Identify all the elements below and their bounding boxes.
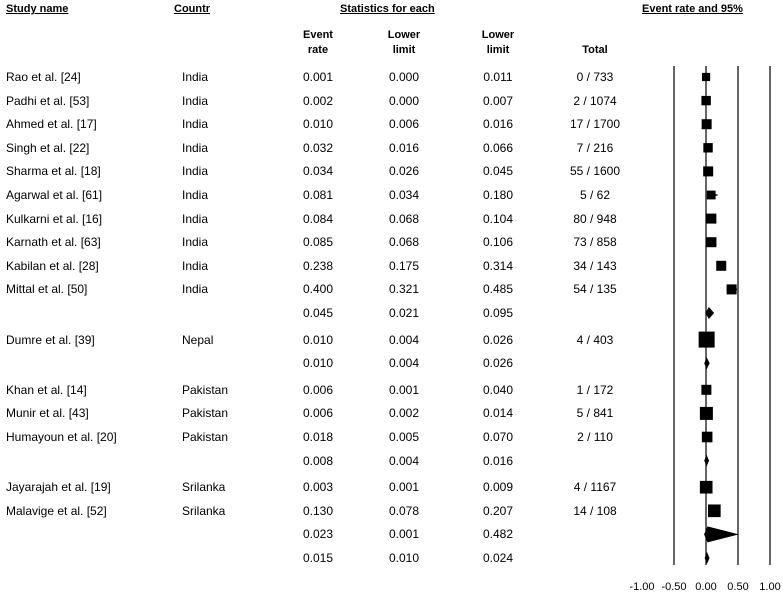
upper-limit-value: 0.016 [482, 117, 514, 132]
upper-limit-value: 0.106 [482, 235, 514, 250]
upper-limit-value: 0.007 [482, 93, 514, 108]
country: India [182, 188, 209, 202]
lower-limit-value: 0.021 [388, 306, 420, 320]
upper-limit-value: 0.482 [482, 527, 514, 542]
lower-limit-value: 0.068 [388, 235, 420, 250]
lower-limit-value: 0.175 [388, 258, 420, 273]
event-rate-value: 0.238 [302, 258, 334, 273]
total-value: 2 / 110 [577, 430, 613, 444]
study-name: Jayarajah et al. [19] [6, 480, 111, 495]
event-rate-value: 0.010 [302, 356, 334, 371]
lower-limit-value: 0.001 [388, 480, 420, 495]
upper-limit-value: 0.026 [482, 332, 514, 347]
study-name: Munir et al. [43] [6, 406, 89, 421]
country: India [182, 117, 209, 132]
event-rate-value: 0.081 [302, 188, 334, 202]
study-name: Mittal et al. [50] [6, 282, 88, 297]
total-value: 7 / 216 [576, 140, 614, 155]
upper-limit-value: 0.314 [482, 258, 514, 273]
statistics-header: Statistics for each [340, 3, 435, 15]
country: Srilanka [182, 480, 226, 495]
x-tick-label: -1.00 [629, 581, 655, 593]
study-name-header: Study name [6, 3, 69, 15]
lower-limit-value: 0.004 [388, 453, 420, 468]
country: India [182, 140, 209, 155]
study-name: Sharma et al. [18] [6, 164, 101, 179]
study-marker [700, 481, 713, 494]
summary-diamond [704, 357, 709, 369]
study-marker [702, 73, 710, 81]
event-rate-value: 0.085 [302, 235, 334, 250]
event-rate-value: 0.034 [302, 164, 334, 179]
x-tick-label: -0.50 [661, 581, 687, 593]
summary-diamond [705, 307, 714, 319]
lower-limit-value: 0.068 [388, 211, 420, 226]
study-name: Kabilan et al. [28] [6, 258, 99, 273]
upper-limit-value: 0.104 [482, 211, 514, 226]
study-marker [707, 191, 716, 200]
event-rate-subheader: Event rate [303, 29, 333, 56]
country: India [182, 93, 209, 108]
summary-diamond [704, 526, 739, 542]
study-marker [703, 166, 713, 176]
event-rate-value: 0.008 [302, 453, 334, 468]
event-rate-ci-header: Event rate and 95% [642, 3, 743, 15]
study-marker [703, 143, 712, 152]
total-value: 80 / 948 [573, 211, 617, 226]
total-subheader: Total [582, 44, 608, 56]
lower-limit-value: 0.005 [388, 430, 420, 444]
lower-limit-value: 0.000 [388, 70, 420, 84]
total-value: 1 / 172 [576, 382, 614, 397]
total-value: 17 / 1700 [569, 117, 621, 132]
event-rate-value: 0.023 [302, 527, 334, 542]
study-marker [700, 407, 713, 420]
upper-limit-value: 0.011 [483, 70, 513, 84]
event-rate-value: 0.003 [302, 480, 334, 495]
lower-limit-value: 0.010 [388, 551, 420, 565]
total-value: 34 / 143 [573, 258, 617, 273]
study-name: Khan et al. [14] [6, 382, 87, 397]
event-rate-value: 0.001 [302, 70, 334, 84]
event-rate-value: 0.084 [302, 211, 334, 226]
country: Pakistan [182, 430, 229, 444]
upper-limit-value: 0.070 [482, 430, 514, 444]
country: Pakistan [182, 382, 229, 397]
total-value: 55 / 1600 [569, 164, 621, 179]
study-name: Singh et al. [22] [6, 140, 90, 155]
lower-limit-value: 0.004 [388, 356, 420, 371]
study-name: Rao et al. [24] [6, 70, 81, 84]
event-rate-value: 0.400 [302, 282, 334, 297]
study-marker [706, 237, 716, 247]
x-tick-label: 1.00 [759, 581, 781, 593]
upper-limit-value: 0.180 [482, 188, 514, 202]
study-name: Ahmed et al. [17] [6, 117, 97, 132]
upper-limit-value: 0.066 [482, 140, 514, 155]
study-marker [701, 96, 710, 105]
summary-diamond [705, 552, 710, 564]
event-rate-value: 0.130 [302, 503, 334, 518]
total-value: 2 / 1074 [573, 93, 617, 108]
upper-limit-value: 0.014 [482, 406, 514, 421]
event-rate-value: 0.010 [302, 332, 334, 347]
study-marker [716, 261, 726, 271]
event-rate-value: 0.010 [302, 117, 334, 132]
total-value: 4 / 403 [576, 332, 614, 347]
total-value: 54 / 135 [573, 282, 617, 297]
upper-limit-value: 0.095 [482, 306, 514, 320]
country: Srilanka [182, 503, 226, 518]
lower-limit-value: 0.026 [388, 164, 420, 179]
study-marker [702, 432, 713, 443]
summary-diamond [704, 455, 709, 467]
event-rate-value: 0.032 [302, 140, 334, 155]
study-marker [701, 385, 711, 395]
country: India [182, 258, 209, 273]
total-value: 14 / 108 [573, 503, 617, 518]
study-name: Agarwal et al. [61] [6, 188, 103, 202]
country: India [182, 235, 209, 250]
country: India [182, 164, 209, 179]
country: India [182, 70, 209, 84]
upper-limit-subheader: Lower limit [481, 29, 515, 56]
upper-limit-value: 0.207 [482, 503, 514, 518]
country: Nepal [182, 332, 214, 347]
event-rate-value: 0.006 [302, 406, 334, 421]
study-marker [727, 284, 737, 294]
study-marker [699, 332, 715, 348]
total-value: 5 / 841 [576, 406, 614, 421]
x-tick-label: 0.00 [695, 581, 717, 593]
upper-limit-value: 0.040 [482, 382, 514, 397]
lower-limit-value: 0.016 [388, 140, 420, 155]
lower-limit-value: 0.321 [388, 282, 420, 297]
country: India [182, 282, 209, 297]
event-rate-value: 0.015 [302, 551, 334, 565]
country: India [182, 211, 209, 226]
total-value: 0 / 733 [576, 70, 614, 84]
upper-limit-value: 0.026 [482, 356, 514, 371]
upper-limit-value: 0.009 [482, 480, 514, 495]
lower-limit-value: 0.002 [388, 406, 420, 421]
upper-limit-value: 0.485 [482, 282, 514, 297]
study-marker [706, 214, 716, 224]
study-name: Dumre et al. [39] [6, 332, 95, 347]
lower-limit-value: 0.000 [388, 93, 420, 108]
study-marker [708, 504, 721, 517]
lower-limit-value: 0.004 [388, 332, 420, 347]
lower-limit-subheader: Lower limit [387, 29, 421, 56]
study-marker [702, 119, 712, 129]
country: Pakistan [182, 406, 229, 421]
country-header: Countr [174, 3, 211, 15]
study-name: Humayoun et al. [20] [6, 430, 117, 444]
total-value: 73 / 858 [573, 235, 617, 250]
study-name: Padhi et al. [53] [6, 93, 90, 108]
x-tick-label: 0.50 [727, 581, 749, 593]
upper-limit-value: 0.016 [482, 453, 514, 468]
event-rate-value: 0.006 [302, 382, 334, 397]
upper-limit-value: 0.024 [482, 551, 514, 565]
lower-limit-value: 0.034 [388, 188, 420, 202]
lower-limit-value: 0.001 [388, 527, 420, 542]
event-rate-value: 0.045 [302, 306, 334, 320]
lower-limit-value: 0.006 [388, 117, 420, 132]
study-name: Kulkarni et al. [16] [6, 211, 103, 226]
event-rate-value: 0.018 [302, 430, 334, 444]
total-value: 5 / 62 [579, 188, 611, 202]
study-name: Karnath et al. [63] [6, 235, 101, 250]
lower-limit-value: 0.078 [388, 503, 420, 518]
total-value: 4 / 1167 [573, 480, 617, 495]
study-name: Malavige et al. [52] [6, 503, 107, 518]
upper-limit-value: 0.045 [482, 164, 514, 179]
event-rate-value: 0.002 [302, 93, 334, 108]
lower-limit-value: 0.001 [388, 382, 420, 397]
